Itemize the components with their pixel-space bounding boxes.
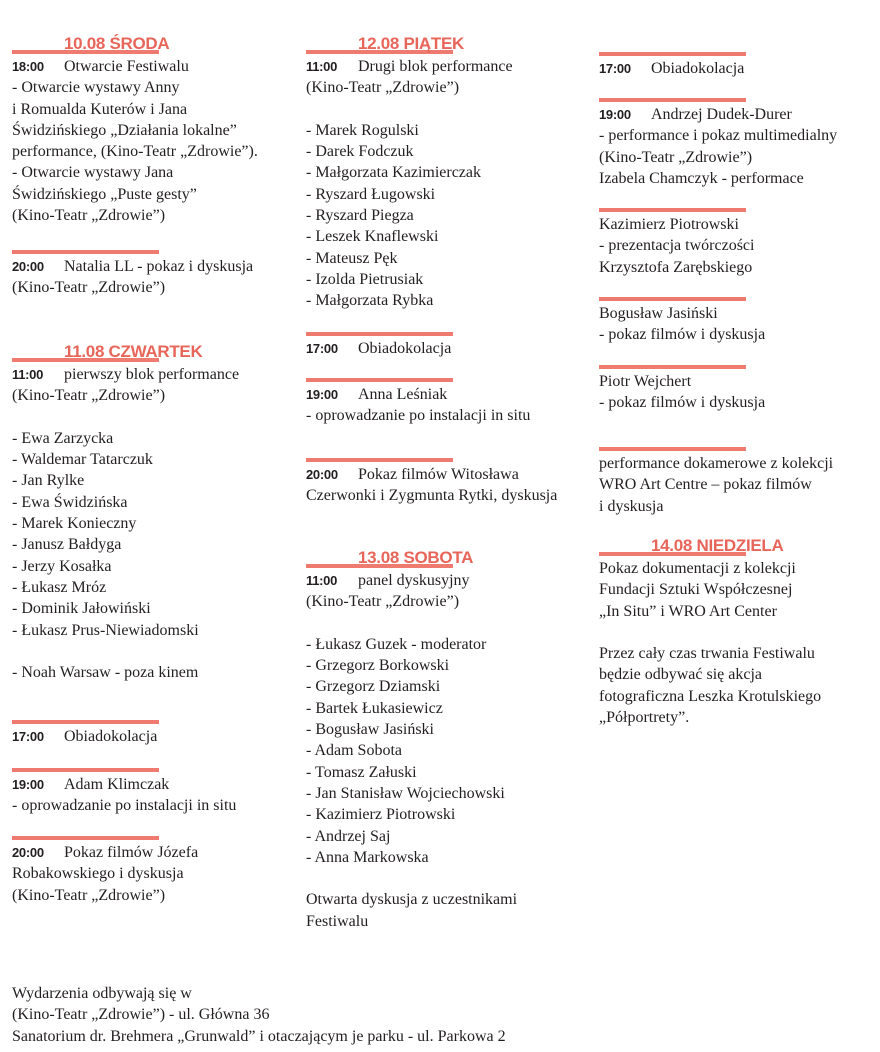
event-text: - Darek Fodczuk: [306, 143, 414, 161]
event-time: 20:00: [12, 259, 44, 274]
event-line: [12, 77, 297, 98]
schedule-block: [12, 720, 297, 747]
event-line: [306, 269, 591, 290]
event-text: - Dominik Jałowiński: [12, 600, 151, 618]
event-text: - prezentacja twórczości: [599, 237, 755, 255]
event-text: Obiadokolacja: [64, 728, 158, 745]
event-line: [599, 324, 874, 345]
event-text: - Marek Rogulski: [306, 121, 419, 139]
event-line: [599, 371, 874, 392]
event-line: [306, 889, 591, 910]
event-time: 19:00: [306, 387, 338, 402]
event-text: - Jerzy Kosałka: [12, 557, 112, 575]
divider-bar: [12, 720, 159, 724]
event-line: [599, 58, 874, 79]
event-text: performance, (Kino-Teatr „Zdrowie”).: [12, 143, 258, 161]
event-text: Pokaz dokumentacji z kolekcji: [599, 560, 796, 577]
event-line: [12, 428, 297, 449]
event-line: [306, 698, 591, 719]
event-line: [12, 842, 297, 863]
event-line: [12, 277, 297, 298]
day-heading: 10.08 ŚRODA: [64, 34, 170, 53]
event-line: [599, 147, 874, 168]
event-text: - performance i pokaz multimedialny: [599, 127, 838, 145]
event-time: 11:00: [306, 573, 338, 588]
event-text: - Noah Warsaw - poza kinem: [12, 664, 199, 682]
schedule-block: [306, 332, 591, 359]
event-line: [599, 622, 874, 643]
event-text: - Tomasz Załuski: [306, 763, 417, 781]
event-line: [306, 56, 591, 77]
schedule-block: [12, 768, 297, 817]
divider-bar: [306, 378, 453, 382]
event-line: [306, 868, 591, 889]
schedule-block: [599, 536, 874, 728]
event-line: [599, 496, 874, 517]
event-time: 18:00: [12, 59, 44, 74]
schedule-block: [599, 365, 874, 414]
event-text: Robakowskiego i dyskusja: [12, 865, 184, 883]
event-line: [306, 290, 591, 311]
event-line: [306, 740, 591, 761]
event-line: [599, 168, 874, 189]
event-text: panel dyskusyjny: [358, 572, 470, 589]
event-line: [306, 184, 591, 205]
event-line: [12, 863, 297, 884]
event-text: Bogusław Jasiński: [599, 305, 718, 322]
event-text: Pokaz filmów Józefa: [64, 844, 199, 861]
schedule-block: [306, 34, 591, 312]
divider-bar: [599, 365, 746, 369]
event-line: [12, 577, 297, 598]
event-line: [599, 214, 874, 235]
day-heading: 13.08 SOBOTA: [358, 548, 474, 567]
event-time: 17:00: [306, 341, 338, 356]
event-line: [599, 707, 874, 728]
event-text: - Mateusz Pęk: [306, 249, 398, 267]
event-text: Pokaz filmów Witosława: [358, 466, 519, 483]
divider-bar: [306, 458, 453, 462]
divider-bar: [12, 768, 159, 772]
event-text: fotograficzna Leszka Krotulskiego: [599, 687, 822, 705]
footer-line: Sanatorium dr. Brehmera „Grunwald” i otaczającym je parku - ul. Parkowa 2: [12, 1027, 506, 1045]
event-text: - Anna Markowska: [306, 848, 429, 866]
footer-line: Wydarzenia odbywają się w: [12, 985, 192, 1002]
schedule-block: [12, 34, 297, 226]
schedule-block: [12, 250, 297, 299]
event-text: - Grzegorz Dziamski: [306, 678, 441, 696]
event-text: - Łukasz Guzek - moderator: [306, 635, 487, 653]
event-line: [599, 125, 874, 146]
event-line: [306, 783, 591, 804]
event-text: Piotr Wejchert: [599, 373, 692, 390]
event-text: Otwarta dyskusja z uczestnikami: [306, 891, 518, 909]
event-text: - Ewa Świdzińska: [12, 493, 128, 511]
event-text: będzie odbywać się akcja: [599, 666, 763, 684]
event-line: [12, 620, 297, 641]
event-text: - Bartek Łukasiewicz: [306, 699, 443, 717]
venue-footer: [12, 983, 506, 1047]
schedule-block: [599, 297, 874, 346]
event-line: [306, 248, 591, 269]
event-line: [306, 719, 591, 740]
event-line: [306, 591, 591, 612]
event-line: [599, 558, 874, 579]
event-text: (Kino-Teatr „Zdrowie”): [12, 886, 166, 904]
event-line: [12, 492, 297, 513]
event-time: 17:00: [599, 61, 631, 76]
event-text: - Ewa Zarzycka: [12, 429, 114, 447]
event-text: - pokaz filmów i dyskusja: [599, 394, 766, 412]
event-text: - Ryszard Ługowski: [306, 185, 436, 203]
schedule-block: [599, 447, 874, 517]
event-text: - Izolda Pietrusiak: [306, 270, 424, 288]
event-line: [12, 99, 297, 120]
event-line: [306, 676, 591, 697]
event-text: - Grzegorz Borkowski: [306, 657, 450, 675]
event-text: - oprowadzanie po instalacji in situ: [306, 407, 531, 425]
event-line: [599, 257, 874, 278]
event-line: [12, 184, 297, 205]
event-line: [12, 513, 297, 534]
event-line: [599, 601, 874, 622]
schedule-block: [599, 208, 874, 278]
event-line: [12, 470, 297, 491]
schedule-block: [306, 378, 591, 427]
event-text: Anna Leśniak: [358, 386, 448, 403]
event-line: [306, 655, 591, 676]
event-text: (Kino-Teatr „Zdrowie”): [12, 207, 166, 225]
event-line: [306, 338, 591, 359]
event-line: [306, 570, 591, 591]
event-text: Obiadokolacja: [358, 340, 452, 357]
event-text: (Kino-Teatr „Zdrowie”): [306, 79, 460, 97]
event-line: [12, 641, 297, 662]
event-line: [12, 256, 297, 277]
divider-bar: [599, 297, 746, 301]
event-text: - Andrzej Saj: [306, 827, 391, 845]
schedule-block: [12, 836, 297, 906]
event-line: [12, 364, 297, 385]
event-text: Przez cały czas trwania Festiwalu: [599, 645, 815, 663]
event-line: [599, 392, 874, 413]
event-text: - oprowadzanie po instalacji in situ: [12, 797, 237, 815]
event-line: [599, 474, 874, 495]
event-line: [599, 235, 874, 256]
event-line: [599, 664, 874, 685]
schedule-block: [306, 548, 591, 932]
event-line: [12, 407, 297, 428]
event-line: [599, 643, 874, 664]
event-line: [306, 120, 591, 141]
event-line: [306, 804, 591, 825]
event-text: Obiadokolacja: [651, 60, 745, 77]
event-text: - Otwarcie wystawy Jana: [12, 164, 174, 182]
event-line: [12, 385, 297, 406]
event-text: Andrzej Dudek-Durer: [651, 106, 792, 123]
divider-bar: [12, 836, 159, 840]
event-text: Otwarcie Festiwalu: [64, 58, 189, 75]
schedule-block: [599, 98, 874, 189]
event-line: [306, 405, 591, 426]
event-line: [12, 120, 297, 141]
event-text: Drugi blok performance: [358, 58, 513, 75]
event-text: Świdzińskiego „Działania lokalne”: [12, 121, 237, 139]
event-text: - Jan Rylke: [12, 472, 85, 490]
event-text: - Łukasz Prus-Niewiadomski: [12, 621, 199, 639]
event-text: Kazimierz Piotrowski: [599, 216, 739, 233]
event-line: [599, 303, 874, 324]
event-line: [12, 774, 297, 795]
event-text: performance dokamerowe z kolekcji: [599, 455, 834, 472]
event-line: [306, 911, 591, 932]
event-text: - Janusz Bałdyga: [12, 536, 122, 554]
schedule-block: [306, 458, 591, 507]
event-text: - Adam Sobota: [306, 742, 402, 760]
event-time: 19:00: [599, 107, 631, 122]
event-line: [12, 726, 297, 747]
event-text: - Jan Stanisław Wojciechowski: [306, 784, 505, 802]
day-heading: 12.08 PIĄTEK: [358, 34, 465, 53]
event-line: [306, 464, 591, 485]
event-text: Świdzińskiego „Puste gesty”: [12, 185, 197, 203]
event-line: [306, 141, 591, 162]
event-text: - pokaz filmów i dyskusja: [599, 326, 766, 344]
event-line: [306, 826, 591, 847]
event-line: [12, 885, 297, 906]
event-line: [306, 77, 591, 98]
event-text: (Kino-Teatr „Zdrowie”): [306, 593, 460, 611]
event-line: [12, 56, 297, 77]
event-text: - Łukasz Mróz: [12, 578, 107, 596]
event-text: - Otwarcie wystawy Anny: [12, 79, 180, 97]
event-text: - Leszek Knaflewski: [306, 228, 439, 246]
event-text: - Marek Konieczny: [12, 515, 137, 533]
event-text: (Kino-Teatr „Zdrowie”): [12, 387, 166, 405]
event-time: 17:00: [12, 729, 44, 744]
event-line: [306, 205, 591, 226]
event-line: [306, 762, 591, 783]
event-text: Festiwalu: [306, 912, 369, 930]
event-line: [599, 686, 874, 707]
divider-bar: [306, 332, 453, 336]
event-line: [599, 579, 874, 600]
event-line: [12, 141, 297, 162]
divider-bar: [599, 52, 746, 56]
day-heading: 11.08 CZWARTEK: [64, 342, 203, 361]
event-text: - Małgorzata Rybka: [306, 292, 434, 310]
event-time: 11:00: [12, 367, 44, 382]
event-text: pierwszy blok performance: [64, 366, 240, 383]
event-text: „In Situ” i WRO Art Center: [599, 602, 777, 620]
event-line: [599, 104, 874, 125]
event-line: [599, 453, 874, 474]
event-line: [12, 556, 297, 577]
event-time: 11:00: [306, 59, 338, 74]
event-line: [306, 162, 591, 183]
event-text: - Kazimierz Piotrowski: [306, 806, 456, 824]
event-time: 20:00: [12, 845, 44, 860]
event-text: (Kino-Teatr „Zdrowie”): [12, 279, 166, 297]
event-line: [306, 634, 591, 655]
event-text: Czerwonki i Zygmunta Rytki, dyskusja: [306, 487, 558, 505]
event-line: [12, 534, 297, 555]
event-line: [306, 384, 591, 405]
divider-bar: [599, 98, 746, 102]
event-text: - Waldemar Tatarczuk: [12, 451, 153, 469]
event-line: [306, 99, 591, 120]
divider-bar: [599, 447, 746, 451]
event-text: Izabela Chamczyk - performace: [599, 169, 804, 187]
event-line: [12, 598, 297, 619]
event-line: [306, 226, 591, 247]
event-line: [12, 662, 297, 683]
event-line: [306, 613, 591, 634]
event-text: Fundacji Sztuki Współczesnej: [599, 581, 793, 599]
event-text: - Małgorzata Kazimierczak: [306, 164, 482, 182]
event-text: WRO Art Centre – pokaz filmów: [599, 476, 812, 494]
event-text: „Półportrety”.: [599, 709, 690, 727]
divider-bar: [12, 250, 159, 254]
footer-line: (Kino-Teatr „Zdrowie”) - ul. Główna 36: [12, 1006, 270, 1024]
event-text: Natalia LL - pokaz i dyskusja: [64, 258, 254, 275]
event-line: [306, 847, 591, 868]
event-text: i Romualda Kuterów i Jana: [12, 100, 188, 118]
event-text: - Ryszard Piegza: [306, 207, 414, 225]
event-line: [12, 795, 297, 816]
event-line: [12, 162, 297, 183]
schedule-block: [12, 342, 297, 683]
event-line: [12, 205, 297, 226]
event-line: [306, 485, 591, 506]
divider-bar: [599, 208, 746, 212]
event-text: Krzysztofa Zarębskiego: [599, 258, 753, 276]
schedule-block: [599, 52, 874, 79]
day-heading: 14.08 NIEDZIELA: [651, 536, 784, 555]
event-time: 20:00: [306, 467, 338, 482]
event-text: i dyskusja: [599, 497, 664, 515]
event-text: Adam Klimczak: [64, 776, 170, 793]
event-time: 19:00: [12, 777, 44, 792]
event-text: - Bogusław Jasiński: [306, 721, 434, 739]
event-text: (Kino-Teatr „Zdrowie”): [599, 148, 753, 166]
event-line: [12, 449, 297, 470]
